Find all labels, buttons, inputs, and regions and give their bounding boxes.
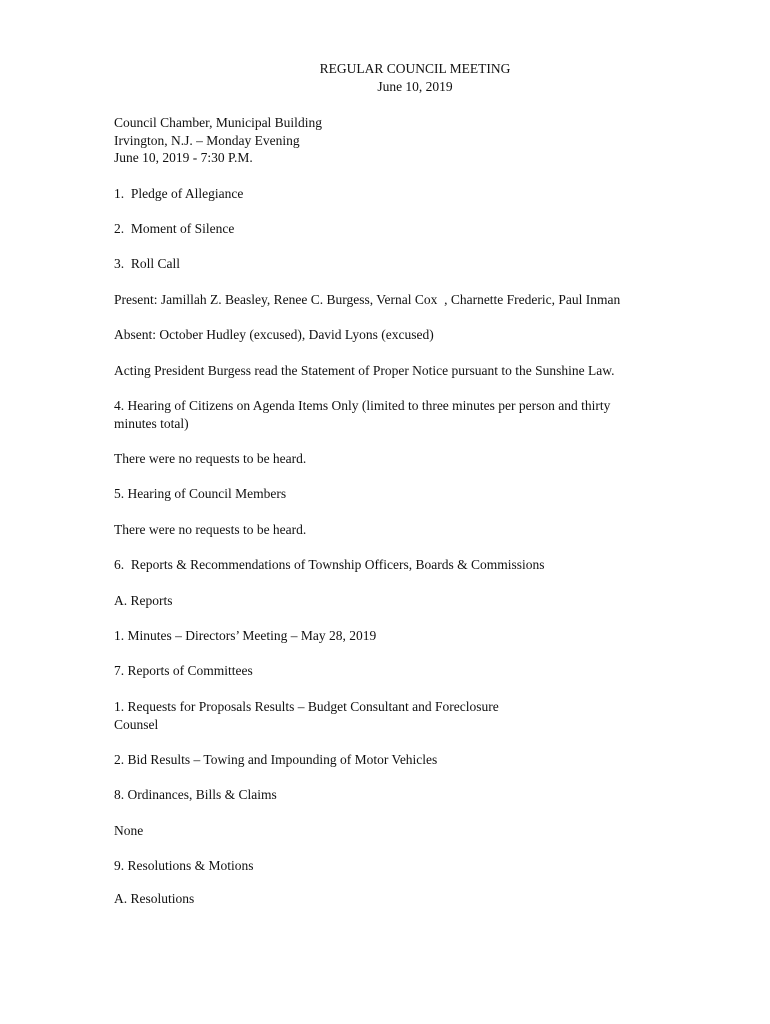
item-bid-results: 2. Bid Results – Towing and Impounding of Motor Vehicles [114, 752, 438, 767]
item-hearing-council: 5. Hearing of Council Members [114, 486, 287, 501]
location-line-2: Irvington, N.J. – Monday Evening [114, 132, 300, 148]
item-hearing-citizens [114, 397, 714, 432]
attendance-present: Present: Jamillah Z. Beasley, Renee C. Burgess, Vernal Cox , Charnette Frederic, Paul Inman [114, 292, 621, 307]
item-pledge: 1. Pledge of Allegiance [114, 186, 244, 201]
section-a-resolutions: A. Resolutions [114, 891, 195, 906]
rfp-line-2: Counsel [114, 716, 159, 732]
item-silence: 2. Moment of Silence [114, 221, 235, 236]
meeting-title: REGULAR COUNCIL MEETING [319, 61, 511, 76]
item-minutes: 1. Minutes – Directors’ Meeting – May 28, 2019 [114, 628, 377, 643]
hearing-citizens-line-2: minutes total) [114, 415, 189, 431]
meeting-location [114, 114, 714, 167]
location-line-3: June 10, 2019 - 7:30 P.M. [114, 150, 253, 165]
sunshine-notice: Acting President Burgess read the Statement of Proper Notice pursuant to the Sunshine Law. [114, 363, 615, 378]
no-requests-citizens: There were no requests to be heard. [114, 451, 307, 466]
item-resolutions-motions: 9. Resolutions & Motions [114, 858, 254, 873]
item-reports-recommendations: 6. Reports & Recommendations of Township Officers, Boards & Commissions [114, 557, 545, 572]
item-rfp-results [114, 698, 714, 733]
location-line-1: Council Chamber, Municipal Building [114, 115, 322, 130]
item-roll-call: 3. Roll Call [114, 256, 181, 271]
item-reports-committees: 7. Reports of Committees [114, 663, 253, 678]
no-requests-council: There were no requests to be heard. [114, 522, 307, 537]
rfp-line-1: 1. Requests for Proposals Results – Budget Consultant and Foreclosure [114, 699, 499, 714]
meeting-date: June 10, 2019 [377, 78, 453, 94]
hearing-citizens-line-1: 4. Hearing of Citizens on Agenda Items Only (limited to three minutes per person and thirty [114, 398, 611, 413]
attendance-absent: Absent: October Hudley (excused), David Lyons (excused) [114, 327, 434, 342]
section-a-reports: A. Reports [114, 593, 173, 608]
item-ordinances: 8. Ordinances, Bills & Claims [114, 787, 277, 802]
document-heading [60, 60, 770, 95]
ordinances-none: None [114, 823, 144, 838]
